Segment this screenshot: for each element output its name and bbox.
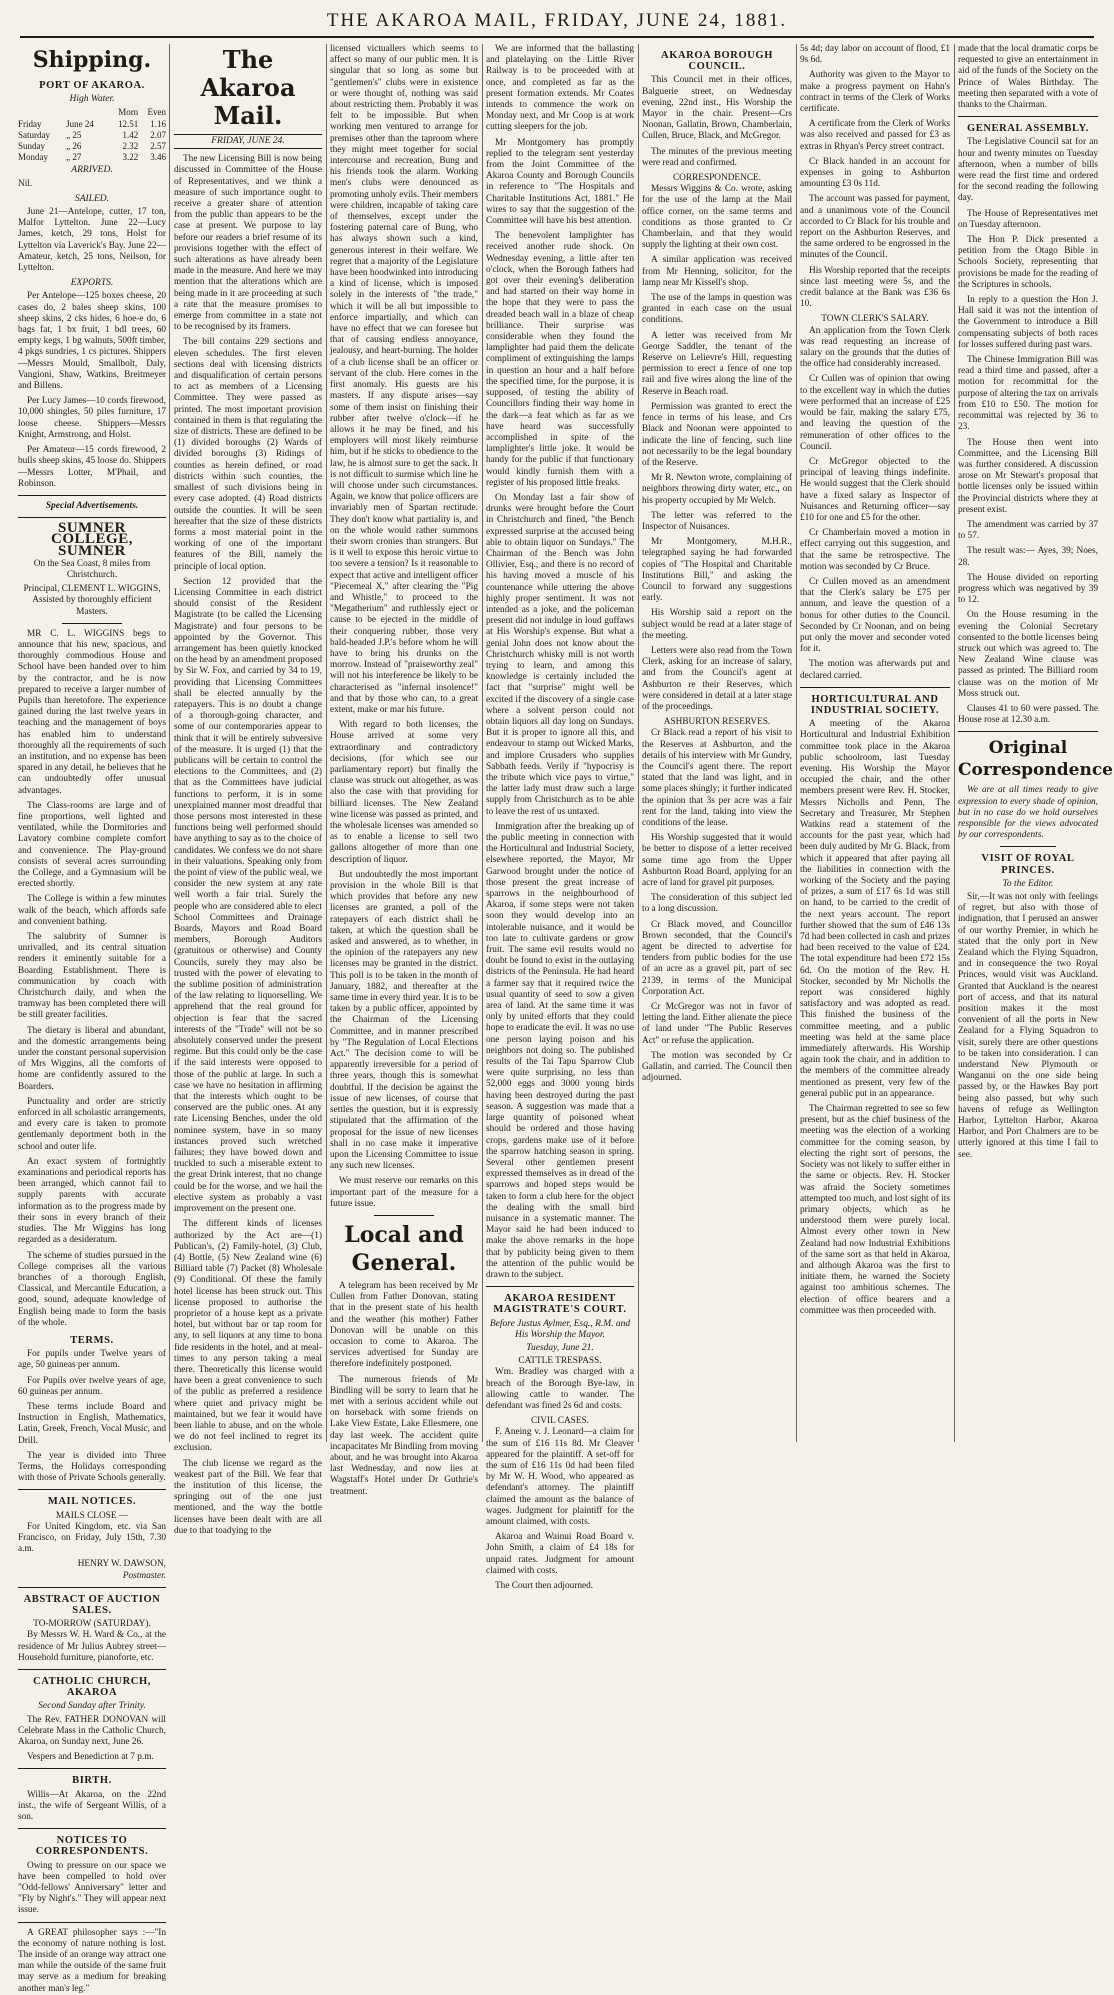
column-rule xyxy=(638,44,639,1442)
editorial-paragraph: The different kinds of licenses authorized by the Act are—(1) Publican's, (2) Family-hotel, (3) Club, (4) Bottle, (5) New Zealand wine (6) Billiard table (7) Packet (8) Wholesale (9) Conditional. Of these the family hotel license has been struck out. This license proposed to authorise the proprietor of a house kept as a private hotel, but without bar or tap room for any, to sell liquors at any time to bona fide residents in the hotel, and at meal-times to any person taking a meal there. Theoretically this license would have been a great convenience to such of the public as preferred a residence where quiet and privacy might be maintained, but we fear it would have been liable to abuse, and on the whole we do not feel inclined to regret its exclusion. xyxy=(174,1219,322,1454)
council-paragraph: Cr Cullen moved as an amendment that the Clerk's salary be £75 per annum, and leave the question of a bonus for other duties to the Council. Seconded by Cr Noonan, and on being put only the mover and seconder voted for it. xyxy=(800,576,950,655)
court-text: Wm. Bradley was charged with a breach of the Borough Bye-law, in allowing cattle to wander. The defendant was fined 2s 6d and costs. xyxy=(486,1367,634,1411)
assembly-paragraph: The result was:— Ayes, 39; Noes, 28. xyxy=(958,546,1098,568)
council-paragraph: His Worship said a report on the subject would be read at a later stage of the meeting. xyxy=(642,608,792,641)
editorial-paragraph: With regard to both licenses, the House arrived at some very extraordinary and contradictory decisions, (for which see our parliamentary report) but finally the clause was struck out altogether, as was also the case with that providing for billiard licenses. The New Zealand wine license was passed as printed, and the wholesale licenses was amended so as to enable a license to sell two gallons altogether of more than one description of liquor. xyxy=(330,720,478,865)
terms-heading: TERMS. xyxy=(70,1334,114,1346)
editorial-paragraph: The new Licensing Bill is now being discussed in Committee of the House of Representatives, and we think a measure of such importance ought to receive a greater share of attention from the public than appears to be the case at present. We purpose to lay before our readers a brief resume of its provisions together with the effect of such alterations as have already been made in the measure. And here we may mention that the alterations which are being made in it are proceeding at such a rate that the measure promises to emerge from committee in a state not to be recognised by its framers. xyxy=(174,154,322,333)
tide-date: June 24 xyxy=(66,118,94,129)
column-rule xyxy=(169,44,170,1442)
editorial-paragraph: We must reserve our remarks on this important part of the measure for a future issue. xyxy=(330,1176,478,1209)
masthead: THE AKAROA MAIL, FRIDAY, JUNE 24, 1881. xyxy=(20,6,1094,38)
exports-text: Per Lucy James—10 cords firewood, 10,000 shingles, 50 piles furniture, 17 loose cheese. Shippers—Messrs Knight, Armstrong, and Holst. xyxy=(18,396,166,440)
council-paragraph: An application from the Town Clerk was read requesting an increase of salary on the grounds that the duties of the office had considerably increased. xyxy=(800,325,950,370)
catholic-church-text: The Rev. FATHER DONOVAN will Celebrate Mass in the Catholic Church, Akaroa, on Sunday next, June 26. xyxy=(18,1714,166,1748)
column-rule xyxy=(482,44,483,1442)
society-paragraph: The Chairman regretted to see so few present, but as the chief business of the meeting was the election of a working committee for the coming season, by electing the right sort of persons, the Society was not likely to suffer either in the same or objects. Rev. H. Stocker was afraid the Society sometimes attempted too much, and lost sight of its primary objects, which as he understood them were purely local. Almost every other town in New Zealand had now Industrial Exhibitions of the same sort as that held in Akaroa, and although Akaroa was the first to initiate them, he warned the Society against too ambitious schemes. The election of office bearers and a committee was then proceeded with. xyxy=(800,1104,950,1316)
council-paragraph: Cr Black read a report of his visit to the Reserves at Ashburton, and the details of his interview with Mr Gundry, the Council's agent there. The report stated that the land was light, and in some places shingly; it further indicated the opinion that 3s per acre was a fair rent for the land, taking into view the conditions of the lease. xyxy=(642,728,792,828)
assembly-paragraph: Clauses 41 to 60 were passed. The House rose at 12.30 a.m. xyxy=(958,703,1098,726)
notices-text: Owing to pressure on our space we have been compelled to hold over "Odd-fellows' Anniversary" letter and "Fly by Night's." They will appear next issue. xyxy=(18,1860,166,1916)
council-paragraph: A letter was received from Mr George Saddler, the tenant of the Reserve on Lelievre's Hill, requesting permission to erect a fence of one top rail and five wires along the line of the Reserve in Beach road. xyxy=(642,330,792,397)
tide-header-row xyxy=(18,107,166,118)
sumner-paragraph: The Class-rooms are large and of fine proportions, well lighted and ventilated, while the Dormitories and Lavatory combine complete comfort and convenience. The Play-ground consists of several acres surrounding the College, and a Gymnasium will be erected shortly. xyxy=(18,800,166,890)
council-paragraph: Letters were also read from the Town Clerk, asking for an increase of salary, and from the Council's agent at Ashburton re their Reserves, which were considered in detail at a later stage of the proceedings. xyxy=(642,645,792,712)
sumner-paragraph: Punctuality and order are strictly enforced in all scholastic arrangements, and every care is taken to promote gentlemanly deportment both in the school and outer life. xyxy=(18,1096,166,1152)
sumner-paragraph: MR C. L. WIGGINS begs to announce that his new, spacious, and thoroughly commodious House and School have been handed over to him by the contractor, and he is now prepared to receive a larger number of Pupils than heretofore. The experience gained during the last twelve years in teaching and the management of boys has enabled him to understand thoroughly all the requirements of such an institution, and no expense has been spared in any detail, he believes that he can undoubtedly offer unusual advantages. xyxy=(18,628,166,796)
town-clerk-heading: TOWN CLERK'S SALARY. xyxy=(821,314,929,325)
column-7 xyxy=(958,44,1113,1442)
arrived-heading: ARRIVED. xyxy=(71,165,113,176)
council-paragraph: Cr Black moved, and Councillor Brown seconded, that the Council's agent be directed to advertise for tenders from public bodies for the use of an acre as a gravel pit, part of sec 2139, in terms of the Municipal Corporation Act. xyxy=(642,919,792,997)
council-paragraph: The use of the lamps in question was granted in each case on the usual conditions. xyxy=(642,293,792,326)
tide-morn: 1.42 xyxy=(122,129,139,140)
court-text: Akaroa and Wainui Road Board v. John Smith, a claim of £4 18s for unpaid rates. Judgment for amount claimed with costs. xyxy=(486,1532,634,1576)
council-paragraph: The minutes of the previous meeting were read and confirmed. xyxy=(642,146,792,168)
general-assembly-heading: GENERAL ASSEMBLY. xyxy=(966,123,1090,135)
terms-text: For pupils under Twelve years of age, 50 guineas per annum. xyxy=(18,1349,166,1371)
assembly-paragraph: The Hon P. Dick presented a petition from the Otago Bible in Schools Society, representing that provisions be made for the reading of the Scriptures in schools. xyxy=(958,235,1098,290)
royal-princes-heading: VISIT OF ROYAL PRINCES. xyxy=(981,853,1075,876)
column-rule xyxy=(326,44,327,1442)
terms-text: These terms include Board and Instruction in English, Mathematics, Latin, Greek, French, Vocal Music, and Drill. xyxy=(18,1401,166,1446)
terms-text: For Pupils over twelve years of age, 60 guineas per annum. xyxy=(18,1375,166,1397)
tide-morn: 12.51 xyxy=(117,118,139,129)
assembly-paragraph: The House divided on reporting progress which was negatived by 39 to 12. xyxy=(958,572,1098,606)
column-rule xyxy=(954,44,955,1442)
assembly-paragraph: The House then went into Committee, and the Licensing Bill was further considered. A discussion arose on Mr Stewart's proposal that bottle licenses only be issued within the Provincial districts where they at present exist. xyxy=(958,437,1098,515)
editorial-paragraph: The club license we regard as the weakest part of the Bill. We fear that the institution of this license, the springing out of the one just mentioned, and the way the bottle licenses have been dealt with are all due to that toadying to the xyxy=(174,1458,322,1536)
council-paragraph: Cr McGregor was not in favor of letting the land. Either alienate the piece of land under "The Public Reserves Act" or refuse the application. xyxy=(642,1002,792,1046)
high-water-label: High Water. xyxy=(69,94,115,105)
exports-heading: EXPORTS. xyxy=(70,278,114,289)
ashburton-heading: ASHBURTON RESERVES. xyxy=(663,717,771,728)
council-paragraph: Cr McGregor objected to the principal of leaving things indefinite. He would suggest that the Clerk should have a fixed salary as Inspector of Nuisances and Returning officer—say £10 for one and £5 for the other. xyxy=(800,456,950,523)
original-correspondence-heading: Original Correspondence xyxy=(958,738,1113,781)
auction-heading: ABSTRACT OF AUCTION SALES. xyxy=(23,1593,161,1616)
tide-date: „ 27 xyxy=(66,152,82,163)
tide-even: 3.46 xyxy=(150,152,166,163)
letter-paragraph: Sir,—It was not only with feelings of regret, but also with those of indignation, that I perused an answer of our worthy Premier, in which he stated that the only port in New Zealand which the Flying Squadron, and in consequence the two Royal Princes, would visit was Auckland. Granted that Auckland is the nearest port of access, and that its natural position makes it the most convenient of all the ports in New Zealand for a Flying Squadron to visit, surely there are other questions to be taken into consideration. I can understand New Plymouth or Wanganui on the one side being passed by, or the Hawkes Bay port being also passed, but why such havens of refuge as Wellington Harbor, Lyttelton Harbor, Akaroa Harbor, and Port Chalmers are to be utterly ignored at this time I fail to see. xyxy=(958,892,1098,1160)
court-date: Tuesday, June 21. xyxy=(526,1342,594,1353)
shipping-heading: Shipping. xyxy=(32,47,152,73)
auction-text: By Messrs W. H. Ward & Co., at the residence of Mr Julius Aubrey street—Household furniture, pianoforte, etc. xyxy=(18,1630,166,1663)
assembly-paragraph: The amendment was carried by 37 to 57. xyxy=(958,519,1098,542)
sailed-heading: SAILED. xyxy=(74,193,110,204)
tide-day: Friday xyxy=(18,118,42,129)
column-2 xyxy=(174,44,322,1536)
council-paragraph: His Worship reported that the receipts since last meeting were 5s, and the credit balance at the Bank was £36 6s 10. xyxy=(800,265,950,310)
court-subheading: Before Justus Aylmer, Esq., R.M. and His Worship the Mayor. xyxy=(489,1318,631,1340)
tide-row xyxy=(18,119,166,130)
mail-signature-title: Postmaster. xyxy=(122,1570,166,1581)
mail-notices-heading: MAIL NOTICES. xyxy=(47,1496,137,1508)
assembly-paragraph: The House of Representatives met on Tuesday afternoon. xyxy=(958,208,1098,230)
news-paragraph: Immigration after the breaking up of the public meeting in connection with the Horticultural and Industrial Society, elsewhere reported, the Mayor, Mr Garwood brought under the notice of those present the great increase of sparrows in the neighbourhood of Akaroa, if some steps were not taken soon they would develop into an intolerable nuisance, and it would be too late to cultivate gardens or grow fruit. The same evil results would no doubt be found to exist in the outlaying districts of the Peninsula. He had heard a farmer say that it required twice the usual quantity of seed to sow a given area of land. At the same time it was only by united efforts that they could hope to eradicate the evil. It was no use one person laying poison and his neighbors not doing so. The published results of the Tai Tapu Sparrow Club were quite surprising, no less than 52,000 eggs and 3000 young birds having been destroyed during the past season. A suggestion was made that a large quantity of poisoned wheat should be ordered and those having crops, gardens make use of it before the sparrow hatching season in spring. Several other gentlemen present expressed themselves as in dread of the sparrows and hoped steps would be taken to form a club here for the object the dealing with the small bird nuisance in a systematic manner. The Mayor said he had been induced to make the above remarks in the hope that by publicity being given to them the attention of the public would be drawn to the subject. xyxy=(486,821,634,1280)
borough-council-heading: AKAROA BOROUGH COUNCIL. xyxy=(661,50,773,73)
court-text: F. Aneing v. J. Leonard—a claim for the sum of £16 11s 8d. Mr Cleaver appeared for the plaintiff. A set-off for the sum of £16 11s 0d had been filed by Mr W. H. Wood, who appeared as defendant's attorney. The plaintiff claimed the amount as the balance of wages. Judgment for plaintiff for the amount claimed, with costs. xyxy=(486,1427,634,1527)
correspondence-disclaimer: We are at all times ready to give expression to every shade of opinion, but in no case do we hold ourselves responsible for the views advocated by our correspondents. xyxy=(958,785,1098,841)
column-6 xyxy=(800,44,950,1442)
council-paragraph: Authority was given to the Mayor to make a progress payment on Hahn's contract in terms of the Clerk of Works certificate. xyxy=(800,70,950,115)
birth-text: Willis—At Akaroa, on the 22nd inst., the wife of Sergeant Willis, of a son. xyxy=(18,1789,166,1823)
news-paragraph: The benevolent lamplighter has received another rude shock. On Wednesday evening, a little after ten o'clock, when the Borough fathers had got over their evening's deliberation and had started on their way home in the hope that they were to pass the dreaded beach wall in a blaze of cheap brilliance. Their surprise was considerable when they found the lamplighter had paid them the delicate compliment of extinguishing the lamps in question an hour and a half before the specified time, for the purpose, it is supposed, of testing the ability of Councillors finding their way home in the dark—a feat which as far as we have heard was successfully accomplished in spite of the lamplighter's little joke. It would be handy for the public if that functionary would kindly furnish them with a register of his proposed little freaks. xyxy=(486,231,634,488)
council-paragraph: The motion was seconded by Cr Gallatin, and carried. The Council then adjourned. xyxy=(642,1050,792,1084)
tide-row xyxy=(18,130,166,141)
exports-text: Per Antelope—125 boxes cheese, 20 cases do, 2 bales sheep skins, 100 sheep skins, 2 cks hides, 6 hoe-e do, 6 bags fat, 1 bx fruit, 1 bdl trees, 60 empty kegs, 1 bg walnuts, 500ft timber, 4 pkgs sundries, 1 cs pictures. Shippers—Messrs Mould, Smallbolt, Daly, Vangioni, Shaw, Watkins, Breitmeyer and Billens. xyxy=(18,291,166,392)
mail-signature: HENRY W. DAWSON, xyxy=(77,1559,166,1570)
news-paragraph: A telegram has been received by Mr Cullen from Father Donovan, stating that in the present state of his health and the weather (his mother) Father Donovan will be unable on this occasion to come to Akaroa. The services advertised for Sunday are therefore indefinitely postponed. xyxy=(330,1280,478,1370)
sumner-subheading: On the Sea Coast, 8 miles from Christchurch. xyxy=(33,558,151,580)
tide-morn: 2.32 xyxy=(122,141,139,152)
news-paragraph: We are informed that the ballasting and platelaying on the Little River Railway is to be proceeded with at once, and completed as far as the present formation extends. Mr Coates intends to commence the work on Monday next, and Mr Coop is at work cutting sleepers for the job. xyxy=(486,44,634,133)
editorial-paragraph: Section 12 provided that the Licensing Committee in each district should consist of the Resident Magistrate (to be called the Licensing Magistrate) and four persons to be appointed by the Governor. This arrangement has been quietly knocked on the head by an amendment proposed by Sir W. Fox, and carried by 34 to 19, providing that Licensing Committees shall be elected annually by the ratepayers. This is no doubt a change of a thorough-going character, and some of our contemporaries appear to think that it will be entirely subversive of the measure. It is urged (1) that the publicans will be certain to control the elections to the Committees, and (2) that as the Committees have judicial functions to perform, it is in some unexplained manner most dreadful that those persons most interested in these functions being well performed should have anything to say as to the choice of candidates. We confess we do not share in their valuations. Speaking only from the point of view of the public weal, we consider the new system at any rate well worth a fair trial. Surely the people who are considered able to elect School Committees and Drainage Boards, Mayors and Road Board members, Borough Auditors (gratuitous or otherwise) and County Councils, surely they may also be trusted with the power of elevating to the sublime position of administration of the law relating to liquorselling. We apprehend that the real ground for objection is fear that the sacred interests of the "Trade" will not be so absolutely conserved under the present regime. But this could only be the case if the said interests were opposed to those of the public at large. In such a case we have no hesitation in affirming that the interests which ought to be conserved are the public ones. At any rate Licensing Benches, under the old nominee system, have in so many instances proved such wretched failures; they have bowed down and truckled to such a miserable extent to the great Drink interest, that no change could be for the worse, and we hail the elective system as probably a vast improvement on the present one. xyxy=(174,576,322,1215)
notices-heading: NOTICES TO CORRESPONDENTS. xyxy=(35,1835,149,1858)
sumner-paragraph: The dietary is liberal and abundant, and the domestic arrangements being under the constant personal supervision of Mrs Wiggins, all the comforts of home are confidently assured to the Boarders. xyxy=(18,1025,166,1092)
tide-date: „ 25 xyxy=(66,129,82,140)
tide-day: Monday xyxy=(18,152,48,163)
principal-subline: Assisted by thoroughly efficient Masters. xyxy=(32,595,152,617)
terms-text: The year is divided into Three Terms, the Holidays corresponding with those of Private Schools generally. xyxy=(18,1450,166,1484)
council-paragraph: The account was passed for payment, and a unanimous vote of the Council accorded to Cr Black for his trouble and report on the Ashburton Reserves, and the same ordered to be engrossed in the minutes of the Council. xyxy=(800,194,950,261)
catholic-church-subheading: Second Sunday after Trinity. xyxy=(38,1701,146,1712)
issue-date: FRIDAY, JUNE 24. xyxy=(174,134,322,149)
tide-header: Even xyxy=(147,107,166,118)
auction-subheading: TO-MORROW (SATURDAY). xyxy=(33,1619,151,1630)
editorial-paragraph: The bill contains 229 sections and eleven schedules. The first eleven sections deal with licensing districts and disqualification of certain persons to act as members of a Licensing Committee. They were passed as printed. The most important provision contained in them is that regulating the size of districts. These are defined to be (1) divided boroughs (2) Wards of divided boroughs (3) Ridings of counties as herein defined, or road districts within such counties, the smallest of such divisions being in every case adopted. (4) Road districts outside the counties. It will be seen hereafter that the size of these districts forms a most material point in the working of one of the important features of the Bill, namely the principle of local option. xyxy=(174,337,322,572)
council-paragraph: The letter was referred to the Inspector of Nuisances. xyxy=(642,510,792,532)
tide-date: „ 26 xyxy=(66,141,82,152)
sumner-paragraph: The salubrity of Sumner is unrivalled, and its central situation renders it eminently suitable for a Boarding Establishment. There is communication by coach with Christchurch daily, and when the tramway has been completed there will be still greater facilities. xyxy=(18,932,166,1021)
tide-even: 1.16 xyxy=(150,118,166,129)
column-4 xyxy=(486,44,634,1592)
special-ads-heading: Special Advertisements. xyxy=(45,500,139,511)
to-editor-label: To the Editor. xyxy=(1002,878,1054,889)
sumner-paragraph: The scheme of studies pursued in the College comprises all the various branches of a thorough English, Classical, and Mercantile Education, a good, sound, adequate knowledge of English being made to form the basis of the whole. xyxy=(18,1250,166,1328)
council-paragraph: The motion was afterwards put and declared carried. xyxy=(800,659,950,681)
paper-title: The Akaroa Mail. xyxy=(200,45,296,130)
news-paragraph: The numerous friends of Mr Bindling will be sorry to learn that he met with a serious accident while out on horseback with some friends on Lake View Estate, Lake Ellesmere, one day last week. The accident quite incapacitates Mr Bindling from moving about, and he was brought into Akaroa last Wednesday, and now lies at Wagstaff's Hotel under Dr Guthrie's treatment. xyxy=(330,1374,478,1497)
exports-text: Per Amateur—15 cords firewood, 2 bulls sheep skins, 45 loose do. Shippers—Messrs Lotter, M'Phail, and Robinson. xyxy=(18,445,166,489)
council-paragraph: His Worship suggested that it would be better to dispose of a letter received some time ago from the Upper Ashburton Road Board, applying for an acre of land for gravel pit purposes. xyxy=(642,833,792,889)
editorial-paragraph: But undoubtedly the most important provision in the whole Bill is that which provides that before any new licenses are granted, a poll of the ratepayers of each district shall be taken, at which the question shall be asked and answered, as to whether, in the opinion of the ratepayers any new licenses may be granted in the district. This poll is to be taken in the month of January, 1882, and thereafter at the same time in every third year. It is to be taken by a public officer, appointed by the Chairman of the Licensing Committee, and in manner prescribed by "The Regulation of Local Elections Act." The decision come to will be apparently irreversible for a period of three years, though this is somewhat doubtful. If the decision be against the issue of new licenses, of course that settles the question, but it is expressly stipulated that the affirmation of the proposal for the issue of new licenses shall in no case make it imperative upon the Licensing Committee to issue any such new licenses. xyxy=(330,869,478,1172)
philosopher-text: A GREAT philosopher says :—"In the economy of nature nothing is lost. The inside of an orange way attract one man while the outside of the same fruit may serve as a medium for breaking another man's leg." xyxy=(18,1927,166,1994)
council-paragraph: A certificate from the Clerk of Works was also received and passed for £3 as extras in Rhyan's Percy street contract. xyxy=(800,119,950,152)
sumner-paragraph: An exact system of fortnightly examinations and periodical reports has been arranged, which cannot fail to supply parents with accurate information as to the progress made by their sons in every branch of their studies. The Mr Wiggins has long regarded as a desideratum. xyxy=(18,1156,166,1246)
court-text: The Court then adjourned. xyxy=(495,1581,594,1592)
news-paragraph: On Monday last a fair show of drunks were brought before the Court in Christchurch and fined, "the Bench expressed surprise at the accused being able to obtain liquor on Sundays." The Chairman of the Bench was John Ollivier, Esq., and there is no record of his having moved a muscle of his countenance while uttering the above highly proper sentiment. It was not intended as a joke, and the policeman present did not indulge in loud guffaws at His Worship's expense. But what a genial John does not know about the Christchurch whisky mill is not worth trying to learn, and among this knowledge is certainly included the fact that "surprise" might well be excited if the discovery of a single case where a solvent person could not obtain liquors all day long on Sundays. But it is proper to ignore all this, and endeavour to stamp out Wicked Marks, and implore Crusaders who supplies Sabbath feeds. Verily if "hypocrisy is the tribute which vice pays to virtue," the latter lady must draw such a large supply from Christchurch as to be able to leave the rest of us untaxed. xyxy=(486,492,634,817)
column-1 xyxy=(18,44,166,1994)
port-heading: PORT OF AKAROA. xyxy=(39,80,145,91)
council-paragraph: The consideration of this subject led to a long discussion. xyxy=(642,893,792,915)
birth-heading: BIRTH. xyxy=(72,1775,112,1787)
horticultural-heading: HORTICULTURAL AND INDUSTRIAL SOCIETY. xyxy=(810,693,940,716)
council-paragraph: Cr Chamberlain moved a motion in effect carrying out this suggestion, and that the same be retrospective. The motion was seconded by Cr Bruce. xyxy=(800,528,950,572)
council-paragraph: A similar application was received from Mr Henning, solicitor, for the lamp near Mr Kissell's shop. xyxy=(642,255,792,288)
principal-line: Principal, CLEMENT L. WIGGINS, xyxy=(23,584,161,595)
council-paragraph: Cr Black handed in an account for expenses in going to Ashburton amounting £3 0s 11d. xyxy=(800,156,950,190)
column-3 xyxy=(330,44,478,1497)
tide-header xyxy=(18,107,66,118)
tide-row xyxy=(18,141,166,152)
society-paragraph: made that the local dramatic corps be requested to give an entertainment in aid of the funds of the Society on the Prince of Wales Birthday. The meeting then separated with a vote of thanks to the Chairman. xyxy=(958,44,1098,111)
assembly-paragraph: The Chinese Immigration Bill was read a third time and passed, after a motion for recommittal for the purpose of altering the tax on arrivals from £10 to £50. The motion for recommittal was rejected by 36 to 23. xyxy=(958,355,1098,433)
column-5 xyxy=(642,44,792,1442)
news-paragraph: Mr Montgomery has promptly replied to the telegram sent yesterday from the Joint Committee of the Akaroa County and Borough Councils in reference to "The Hospitals and Charitable Institutions Act, 1881." He wires to say that the suggestion of the Committee will have his best attention. xyxy=(486,137,634,227)
council-paragraph: 5s 4d; day labor on account of flood, £1 9s 6d. xyxy=(800,44,950,66)
editorial-paragraph: licensed victuallers which seems to affect so many of our public men. It is singular that so long as some but "gentlemen's" clubs were in existence or were thought of, nothing was said about restricting them. Probably it was felt to be impossible. But when working men ventured to arrange for premises other than the taproom where they might meet together for social intercourse and recreation, Bung and his friends took the alarm. Working men's clubs were denounced as promoting unholy evils. Their members were children, incapable of taking care of themselves, except under the fostering paternal care of Bung, who has always shown such a kind, generous interest in their welfare. We regret that a majority of the Legislature have been hoodwinked into introducing a kind of license, which is imposed solely in the interests of "the trade," which it will be all but impossible to enforce impartially, and which can have no effect that we can foresee but that of causing endless annoyance, jealousy, and heart-burning. The holder of a club license shall be an officer or servant of the club. Here comes in the first anomaly. His guests are his masters. If any dispute arises—say some of them insist on finishing their rubber after twelve o'clock—if he allows it he may be fined, and his employers will most likely reimburse him, but if he sticks to obedience to the law, he is almost sure to get the sack. It is not difficult to surmise which line he will choose under such circumstances. Again, we know that police officers are invariably men of Spartan rectitude. They don't know what partiality is, and on the whole would rather summons their sworn cronies than strangers. But is it well to expose this heroic virtue to too severe a tension? Is it reasonable to expect that active and intelligent officer "Piecemeal X," after clearing the "Pig and Whistle," to proceed to the "Megatherium" and ruthlessly eject or cause to be ejected in the middle of their conquering rubber, those very bald-headed J.P.'s before whom he will have to bring his drunks on the morrow. Instead of "praiseworthy zeal" will not his interference be likely to be characterised as "infernal insolence!" and that by those who can, to a great extent, make or mar his future. xyxy=(330,44,478,715)
tide-morn: 3.22 xyxy=(122,152,139,163)
tide-header: Morn xyxy=(118,107,139,118)
catholic-church-heading: CATHOLIC CHURCH, AKAROA xyxy=(33,1676,151,1699)
council-paragraph: This Council met in their offices, Balguerie street, on Wednesday evening, 22nd inst., His Worship the Mayor in the chair. Present—Crs Noonan, Gallatin, Brown, Chamberlain, Cullen, Bruce, Black, and McGregor. xyxy=(642,75,792,142)
civil-heading: CIVIL CASES. xyxy=(530,1416,590,1427)
sumner-paragraph: The College is within a few minutes walk of the beach, which affords safe and convenient bathing. xyxy=(18,894,166,927)
mail-text: For United Kingdom, etc. via San Francisco, on Friday, July 15th, 7.30 a.m. xyxy=(18,1521,166,1555)
council-paragraph: Messrs Wiggins & Co. wrote, asking for the use of the lamp at the Mail office corner, on the same terms and conditions as those granted to Cr Chamberlain, and that they would supply the lighting at their own cost. xyxy=(642,184,792,251)
correspondence-heading: CORRESPONDENCE. xyxy=(672,173,762,184)
local-general-heading: Local and General. xyxy=(344,1221,464,1276)
council-paragraph: Mr Montgomery, M.H.R., telegraphed saying he had forwarded copies of "The Hospital and Charitable Institutions Bill," and asking the Council to forward any suggestions early. xyxy=(642,537,792,604)
sumner-college-heading: SUMNER COLLEGE, SUMNER xyxy=(51,520,133,559)
sailed-text: June 21—Antelope, cutter, 17 ton, Malfor Lyttelton. June 22—Lucy James, ketch, 29 tons, Holst for Lyttelton via Laverick's Bay. June 22—Amateur, ketch, 25 tons, Neilson, for Lyttelton. xyxy=(18,207,166,274)
tide-day: Sunday xyxy=(18,141,45,152)
cattle-heading: CATTLE TRESPASS. xyxy=(518,1356,602,1367)
tide-day: Saturday xyxy=(18,129,50,140)
mail-close-label: MAILS CLOSE — xyxy=(55,1510,129,1521)
assembly-paragraph: The Legislative Council sat for an hour and twenty minutes on Tuesday afternoon, when a number of bills were read the first time and ordered for the second reading the following day. xyxy=(958,137,1098,204)
assembly-paragraph: On the House resuming in the evening the Colonial Secretary consented to the bottle licenses being struck out which was agreed to. The New Zealand Wine clause was passed as printed. The Billiard room clause was on the motion of Mr Moss struck out. xyxy=(958,610,1098,699)
council-paragraph: Permission was granted to erect the fence in terms of his lease, and Crs Black and Noonan were appointed to indicate the line of fencing, such line not necessarily to be the legal boundary of the Reserve. xyxy=(642,401,792,468)
tide-even: 2.57 xyxy=(150,141,166,152)
tide-header xyxy=(66,107,108,118)
council-paragraph: Mr R. Newton wrote, complaining of neighbors throwing dirty water, etc., on his property occupied by Mr Welch. xyxy=(642,473,792,506)
society-paragraph: A meeting of the Akaroa Horticultural and Industrial Exhibition committee took place in the Akaroa public schoolroom, last Tuesday evening. His Worship the Mayor occupied the chair, and the other members present were Rev. H. Stocker, Messrs Nicholls and Penn, The Secretary and Treasurer, Mr Stephen Watkins read a statement of the accounts for the past year, which had been duly audited by Mr G. Black, from which it appeared that after paying all the liabilities in connection with the working of the Society and the paying of prizes, a sum of £17 6s 1d was still on hand, to be carried to the credit of the next years account. The report further showed that the sum of £46 13s 7d had been collected in cash and prizes had been received to the value of £24. The total expenditure had been £72 15s 6d. On the motion of the Rev. H. Stocker, seconded by Mr Nicholls the report was considered highly satisfactory and was adopted as read. This finished the business of the committee meeting, and a public meeting was held at the same place immediately afterwards. His Worship again took the chair, and in addition to the members of the committee already mentioned as present, very few of the general public put in an appearance. xyxy=(800,719,950,1099)
tide-table xyxy=(18,107,166,163)
tide-even: 2.07 xyxy=(150,129,166,140)
arrived-text: Nil. xyxy=(18,178,33,189)
assembly-paragraph: In reply to a question the Hon J. Hall said it was not the intention of the Government to introduce a Bill compensating subjects of both races for losses suffered during past wars. xyxy=(958,295,1098,350)
catholic-church-text: Vespers and Benediction at 7 p.m. xyxy=(27,1752,154,1763)
council-paragraph: Cr Cullen was of opinion that owing to the excellent way in which the duties were performed that an increase of £25 would be fair, making the salary £75, and leaving the question of the remuneration of other offices to the Council. xyxy=(800,374,950,452)
court-heading: AKAROA RESIDENT MAGISTRATE'S COURT. xyxy=(493,1293,627,1316)
column-rule xyxy=(796,44,797,1442)
tide-row xyxy=(18,152,166,163)
